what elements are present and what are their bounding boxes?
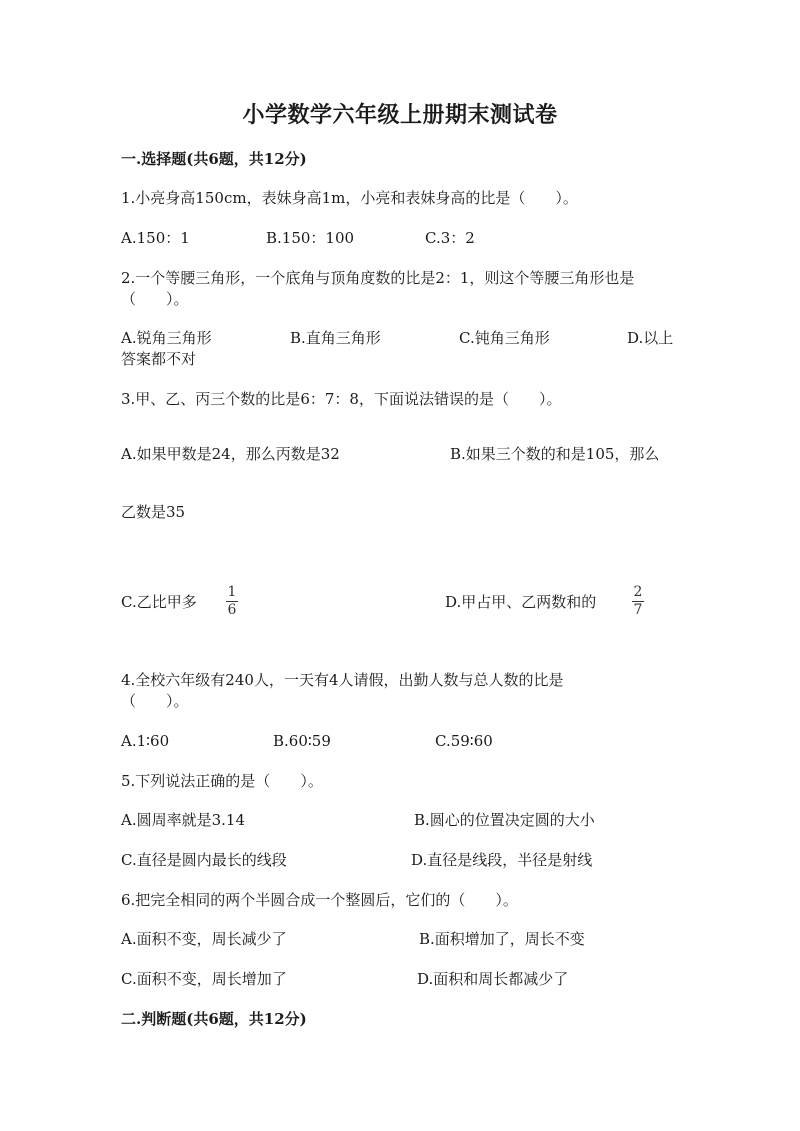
question-4-stem-line2: （ ）。 — [121, 692, 189, 710]
exam-title: 小学数学六年级上册期末测试卷 — [242, 102, 558, 128]
question-4-option-c: C.59∶60 — [435, 732, 493, 750]
question-1-option-b: B.150：100 — [266, 229, 355, 247]
question-4-stem-line1: 4.全校六年级有240人，一天有4人请假，出勤人数与总人数的比是 — [121, 671, 564, 689]
question-2-option-d-wrap: 答案都不对 — [121, 350, 197, 368]
question-4-option-a: A.1∶60 — [121, 732, 170, 750]
question-5-stem: 5.下列说法正确的是（ ）。 — [121, 772, 323, 790]
question-6-option-b: B.面积增加了，周长不变 — [419, 930, 585, 948]
question-2-stem-line2: （ ）。 — [121, 290, 189, 308]
fraction-denominator: 6 — [227, 602, 237, 618]
question-4-option-b: B.60∶59 — [273, 732, 331, 750]
question-5-option-c: C.直径是圆内最长的线段 — [121, 851, 287, 869]
question-6-option-a: A.面积不变，周长减少了 — [121, 930, 287, 948]
question-6-option-d: D.面积和周长都减少了 — [417, 970, 569, 988]
question-5-option-a: A.圆周率就是3.14 — [121, 811, 245, 829]
fraction-one-sixth — [225, 585, 239, 618]
question-3-stem: 3.甲、乙、丙三个数的比是6：7：8，下面说法错误的是（ ）。 — [121, 390, 562, 408]
question-3-option-d: D.甲占甲、乙两数和的 — [445, 593, 597, 611]
fraction-denominator: 7 — [633, 602, 643, 618]
question-2-option-b: B.直角三角形 — [290, 329, 381, 347]
question-2-option-c: C.钝角三角形 — [459, 329, 550, 347]
section-heading-judgement: 二.判断题(共6题，共12分) — [121, 1010, 307, 1028]
fraction-numerator: 1 — [227, 584, 237, 600]
question-3-option-b-line2: 乙数是35 — [121, 503, 186, 521]
question-2-stem-line1: 2.一个等腰三角形，一个底角与顶角度数的比是2：1，则这个等腰三角形也是 — [121, 269, 635, 287]
question-1-option-a: A.150：1 — [121, 229, 190, 247]
question-2-option-a: A.锐角三角形 — [121, 329, 212, 347]
question-2-option-d: D.以上 — [627, 329, 674, 347]
fraction-numerator: 2 — [633, 584, 643, 600]
question-1-option-c: C.3：2 — [425, 229, 475, 247]
question-3-option-c: C.乙比甲多 — [121, 593, 197, 611]
question-3-option-a: A.如果甲数是24，那么丙数是32 — [121, 445, 340, 463]
question-6-stem: 6.把完全相同的两个半圆合成一个整圆后，它们的（ ）。 — [121, 891, 518, 909]
question-6-option-c: C.面积不变，周长增加了 — [121, 970, 287, 988]
question-5-option-b: B.圆心的位置决定圆的大小 — [414, 811, 595, 829]
question-1-stem: 1.小亮身高150cm，表妹身高1m，小亮和表妹身高的比是（ ）。 — [121, 189, 578, 207]
question-5-option-d: D.直径是线段，半径是射线 — [411, 851, 593, 869]
question-3-option-b-line1: B.如果三个数的和是105，那么 — [450, 445, 660, 463]
fraction-two-sevenths — [631, 585, 645, 618]
section-heading-choice: 一.选择题(共6题，共12分) — [121, 150, 307, 168]
